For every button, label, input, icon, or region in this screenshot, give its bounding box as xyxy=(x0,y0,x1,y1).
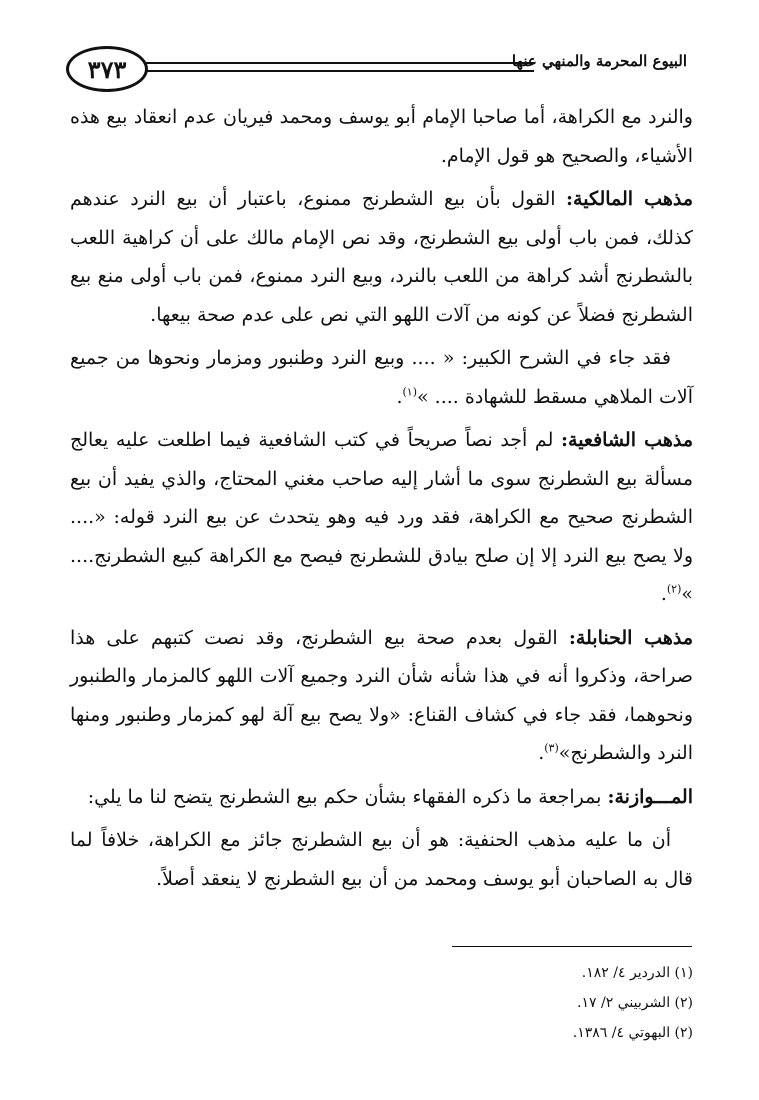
footnotes xyxy=(293,958,693,1048)
paragraph-text: لم أجد نصاً صريحاً في كتب الشافعية فيما اطلعت عليه يعالج مسألة بيع الشطرنج سوى ما أشار إليه صاحب مغني المحتاج، والذي يفيد أن بيع الشطرنج صحيح مع الكراهة، فقد ورد فيه وهو يتحدث عن بيع النرد قوله: «.... ولا يصح بيع النرد إلا إن صلح بيادق للشطرنج فيصح مع الكراهة كبيع الشطرنج.... » xyxy=(70,429,693,605)
footnote: (١) الدردير ٤/ ١٨٢. xyxy=(581,965,693,981)
footnote: (٢) الشربيني ٢/ ١٧. xyxy=(577,995,693,1011)
main-text xyxy=(70,98,693,903)
header-rule xyxy=(146,62,534,72)
footnote-ref: (٣) xyxy=(544,741,559,755)
paragraph xyxy=(70,180,693,334)
paragraph-text: أن ما عليه مذهب الحنفية: هو أن بيع الشطرنج جائز مع الكراهة، خلافاً لما قال به الصاحبان أبو يوسف ومحمد من أن بيع الشطرنج لا ينعقد أصلاً. xyxy=(70,829,693,890)
page-number xyxy=(66,46,148,92)
footnote-ref: (١) xyxy=(402,385,417,399)
footnote: (٢) البهوتي ٤/ ١٣٨٦. xyxy=(572,1025,693,1041)
footnote-ref: (٢) xyxy=(666,582,682,596)
paragraph-text: بمراجعة ما ذكره الفقهاء بشأن حكم بيع الشطرنج يتضح لنا ما يلي: xyxy=(87,785,608,808)
footnote-separator xyxy=(452,946,692,947)
paragraph xyxy=(70,821,693,898)
section-lead: مذهب الشافعية: xyxy=(561,429,694,451)
paragraph-text: والنرد مع الكراهة، أما صاحبا الإمام أبو يوسف ومحمد فيريان عدم انعقاد بيع هذه الأشياء، والصحيح هو قول الإمام. xyxy=(70,106,693,167)
section-lead: مذهب المالكية: xyxy=(566,188,693,210)
paragraph-text: القول بأن بيع الشطرنج ممنوع، باعتبار أن بيع النرد عندهم كذلك، فمن باب أولى بيع الشطرنج، وقد نص الإمام مالك على أن كراهية اللعب بالشطرنج أشد كراهة من اللعب بالنرد، وبيع النرد ممنوع، فمن باب أولى منع بيع الشطرنج فضلاً عن كونه من آلات اللهو التي نص على عدم صحة بيعها. xyxy=(70,188,693,326)
section-lead: المـــوازنة: xyxy=(607,785,693,808)
paragraph-text: فقد جاء في الشرح الكبير: « .... وبيع النرد وطنبور ومزمار ونحوها من جميع آلات الملاهي مسقط للشهادة .... » xyxy=(70,347,693,408)
paragraph: فقد جاء في الشرح الكبير: « .... وبيع النرد وطنبور ومزمار ونحوها من جميع آلات الملاهي مسقط للشهادة .... »$^{(١)}$. xyxy=(70,347,693,408)
paragraph xyxy=(70,98,693,175)
paragraph: مذهب الحنابلة: القول بعدم صحة بيع الشطرنج، وقد نصت كتبهم على هذا صراحة، وذكروا أنه في هذا شأنه شأن النرد وجميع آلات اللهو كالمزمار والطنبور ونحوهما، فقد جاء في كشاف القناع: «ولا يصح بيع آلة لهو كمزمار وطنبور ومنها النرد والشطرنج»$^{(٣)}$. xyxy=(70,626,693,764)
running-header-title: البيوع المحرمة والمنهي عنها xyxy=(511,52,687,70)
paragraph-text: القول بعدم صحة بيع الشطرنج، وقد نصت كتبهم على هذا صراحة، وذكروا أنه في هذا شأنه شأن النرد وجميع آلات اللهو كالمزمار والطنبور ونحوهما، فقد جاء في كشاف القناع: «ولا يصح بيع آلة لهو كمزمار وطنبور ومنها النرد والشطرنج» xyxy=(70,626,693,764)
paragraph: مذهب الشافعية: لم أجد نصاً صريحاً في كتب الشافعية فيما اطلعت عليه يعالج مسألة بيع الشطرنج سوى ما أشار إليه صاحب مغني المحتاج، والذي يفيد أن بيع الشطرنج صحيح مع الكراهة، فقد ورد فيه وهو يتحدث عن بيع النرد قوله: «.... ولا يصح بيع النرد إلا إن صلح بيادق للشطرنج فيصح مع الكراهة كبيع الشطرنج.... »$^{(٢)}$. xyxy=(70,429,694,605)
section-lead: مذهب الحنابلة: xyxy=(568,626,693,649)
page-number-text: ٣٧٣ xyxy=(87,54,127,84)
paragraph xyxy=(70,778,693,817)
